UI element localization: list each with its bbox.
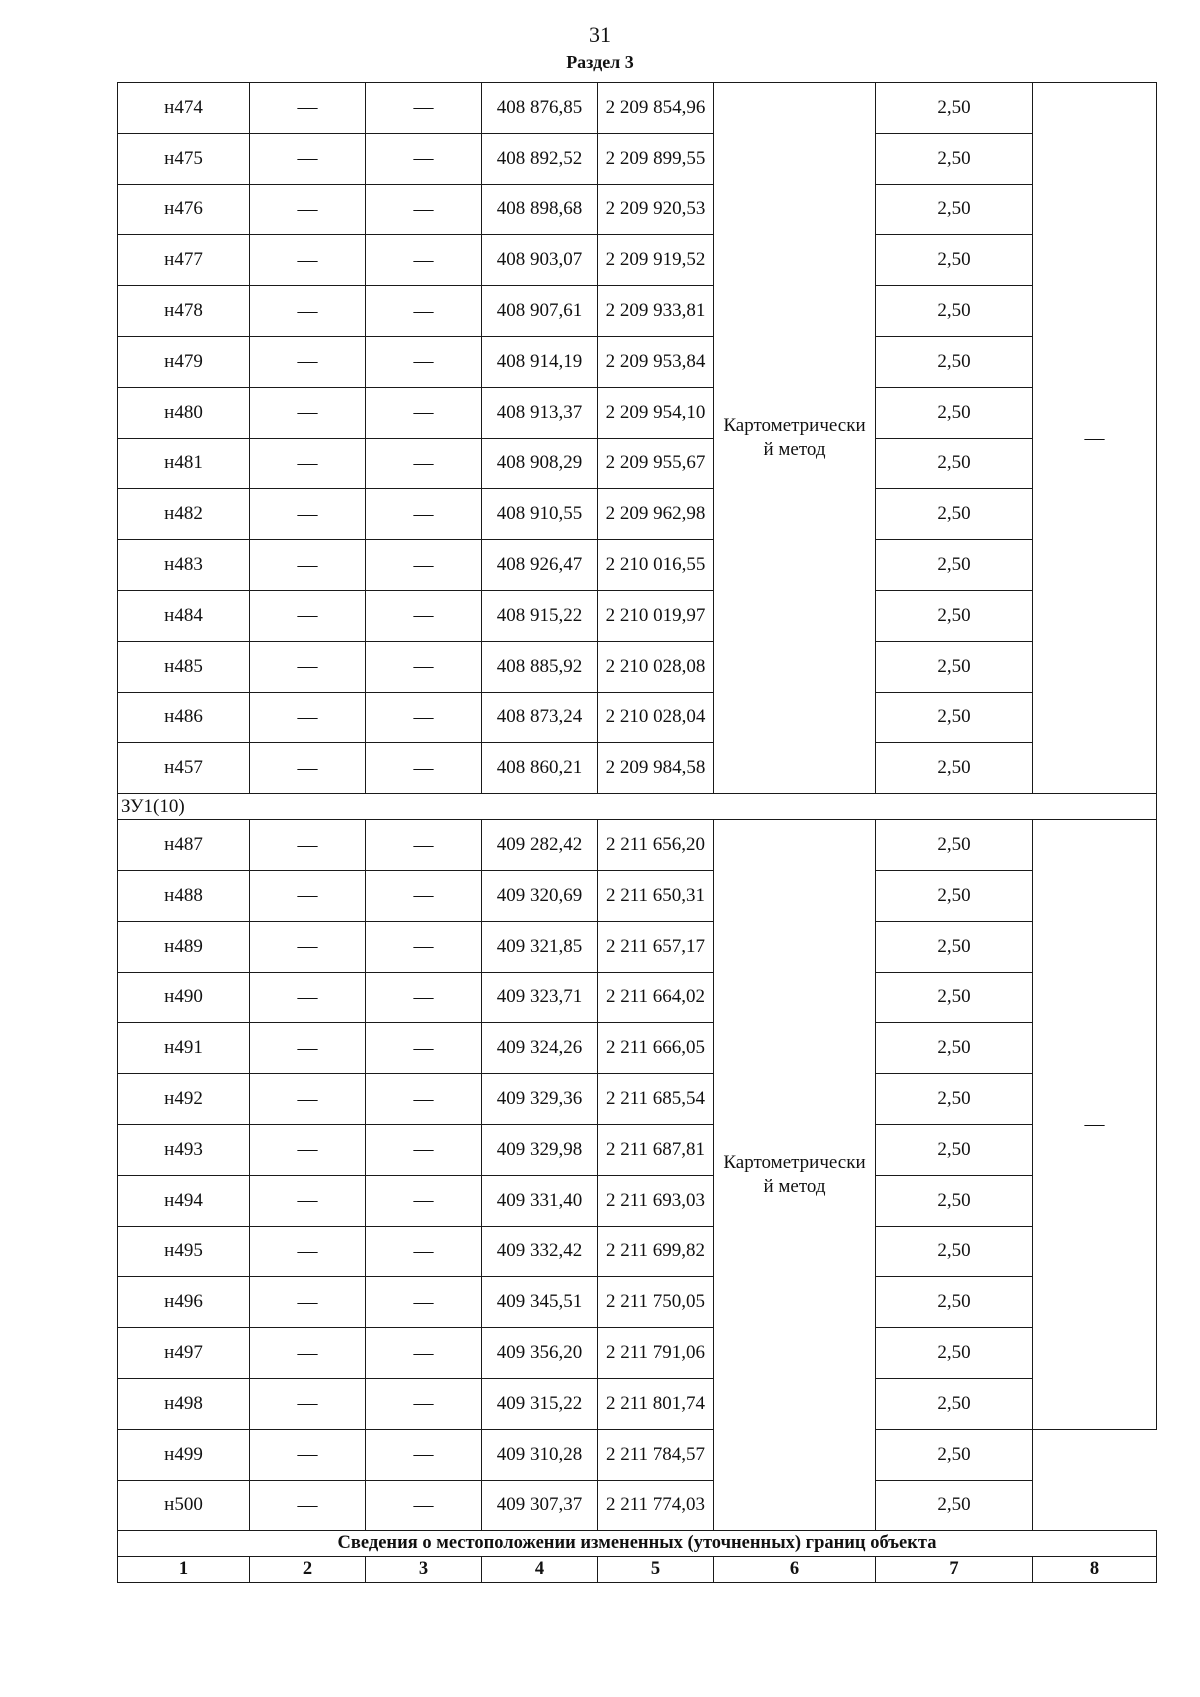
- old-x-cell: —: [250, 1074, 366, 1125]
- table-row: [118, 387, 1157, 438]
- new-x-cell: 409 345,51: [482, 1277, 598, 1328]
- new-y-cell: 2 211 750,05: [598, 1277, 714, 1328]
- accuracy-cell: 2,50: [876, 921, 1033, 972]
- old-y-cell: —: [366, 1480, 482, 1531]
- point-id-cell: н483: [118, 540, 250, 591]
- column-number: 3: [366, 1557, 482, 1583]
- new-x-cell: 408 892,52: [482, 133, 598, 184]
- old-y-cell: —: [366, 641, 482, 692]
- table-row: [118, 641, 1157, 692]
- point-id-cell: н492: [118, 1074, 250, 1125]
- new-x-cell: 408 873,24: [482, 692, 598, 743]
- accuracy-cell: 2,50: [876, 1480, 1033, 1531]
- old-x-cell: —: [250, 1023, 366, 1074]
- accuracy-cell: 2,50: [876, 820, 1033, 871]
- point-id-cell: н484: [118, 590, 250, 641]
- point-id-cell: н499: [118, 1429, 250, 1480]
- table-row: [118, 1277, 1157, 1328]
- old-y-cell: —: [366, 83, 482, 134]
- new-x-cell: 409 329,36: [482, 1074, 598, 1125]
- new-y-cell: 2 210 028,08: [598, 641, 714, 692]
- old-x-cell: —: [250, 972, 366, 1023]
- point-id-cell: н481: [118, 438, 250, 489]
- table-row: [118, 1074, 1157, 1125]
- table-row: [118, 1124, 1157, 1175]
- table-row: [118, 1378, 1157, 1429]
- column-number: 7: [876, 1557, 1033, 1583]
- point-id-cell: н485: [118, 641, 250, 692]
- new-x-cell: 409 356,20: [482, 1328, 598, 1379]
- column-number: 6: [714, 1557, 876, 1583]
- old-y-cell: —: [366, 1175, 482, 1226]
- point-id-cell: н488: [118, 870, 250, 921]
- new-y-cell: 2 209 953,84: [598, 336, 714, 387]
- new-y-cell: 2 209 920,53: [598, 184, 714, 235]
- accuracy-cell: 2,50: [876, 184, 1033, 235]
- point-id-cell: н482: [118, 489, 250, 540]
- old-x-cell: —: [250, 692, 366, 743]
- new-y-cell: 2 211 664,02: [598, 972, 714, 1023]
- table-row: [118, 972, 1157, 1023]
- column-numbers-row: [118, 1557, 1157, 1583]
- old-x-cell: —: [250, 83, 366, 134]
- table-row: [118, 83, 1157, 134]
- note-cell: —: [1033, 83, 1157, 794]
- group-label: ЗУ1(10): [118, 794, 1157, 820]
- new-y-cell: 2 211 687,81: [598, 1124, 714, 1175]
- point-id-cell: н495: [118, 1226, 250, 1277]
- new-x-cell: 408 898,68: [482, 184, 598, 235]
- old-x-cell: —: [250, 540, 366, 591]
- old-y-cell: —: [366, 692, 482, 743]
- accuracy-cell: 2,50: [876, 235, 1033, 286]
- old-y-cell: —: [366, 286, 482, 337]
- new-x-cell: 408 913,37: [482, 387, 598, 438]
- old-x-cell: —: [250, 1226, 366, 1277]
- point-id-cell: н491: [118, 1023, 250, 1074]
- old-y-cell: —: [366, 1328, 482, 1379]
- old-y-cell: —: [366, 336, 482, 387]
- new-y-cell: 2 211 784,57: [598, 1429, 714, 1480]
- old-x-cell: —: [250, 1175, 366, 1226]
- point-id-cell: н476: [118, 184, 250, 235]
- table-row: [118, 820, 1157, 871]
- new-x-cell: 408 876,85: [482, 83, 598, 134]
- old-x-cell: —: [250, 387, 366, 438]
- accuracy-cell: 2,50: [876, 1226, 1033, 1277]
- accuracy-cell: 2,50: [876, 743, 1033, 794]
- table-row: [118, 743, 1157, 794]
- accuracy-cell: 2,50: [876, 489, 1033, 540]
- method-cell: Картометрически й метод: [714, 820, 876, 1531]
- new-y-cell: 2 211 657,17: [598, 921, 714, 972]
- page-number: 31: [589, 22, 611, 47]
- old-y-cell: —: [366, 1429, 482, 1480]
- new-y-cell: 2 211 685,54: [598, 1074, 714, 1125]
- table-row: [118, 870, 1157, 921]
- old-x-cell: —: [250, 1378, 366, 1429]
- table-caption: Сведения о местоположении измененных (уточненных) границ объекта: [118, 1531, 1157, 1557]
- old-y-cell: —: [366, 1277, 482, 1328]
- old-x-cell: —: [250, 133, 366, 184]
- table-row: [118, 1175, 1157, 1226]
- new-y-cell: 2 209 954,10: [598, 387, 714, 438]
- new-y-cell: 2 209 933,81: [598, 286, 714, 337]
- accuracy-cell: 2,50: [876, 1074, 1033, 1125]
- new-y-cell: 2 211 656,20: [598, 820, 714, 871]
- accuracy-cell: 2,50: [876, 1429, 1033, 1480]
- new-x-cell: 409 315,22: [482, 1378, 598, 1429]
- accuracy-cell: 2,50: [876, 870, 1033, 921]
- accuracy-cell: 2,50: [876, 387, 1033, 438]
- new-x-cell: 408 860,21: [482, 743, 598, 794]
- table-row: [118, 133, 1157, 184]
- old-y-cell: —: [366, 235, 482, 286]
- old-x-cell: —: [250, 870, 366, 921]
- point-id-cell: н478: [118, 286, 250, 337]
- empty-cell: [1033, 1429, 1157, 1531]
- point-id-cell: н479: [118, 336, 250, 387]
- new-x-cell: 408 910,55: [482, 489, 598, 540]
- accuracy-cell: 2,50: [876, 83, 1033, 134]
- new-y-cell: 2 211 693,03: [598, 1175, 714, 1226]
- column-number: 5: [598, 1557, 714, 1583]
- new-x-cell: 409 320,69: [482, 870, 598, 921]
- old-y-cell: —: [366, 1074, 482, 1125]
- old-x-cell: —: [250, 590, 366, 641]
- table-row: [118, 1023, 1157, 1074]
- new-x-cell: 409 332,42: [482, 1226, 598, 1277]
- new-y-cell: 2 210 028,04: [598, 692, 714, 743]
- accuracy-cell: 2,50: [876, 1378, 1033, 1429]
- old-x-cell: —: [250, 820, 366, 871]
- accuracy-cell: 2,50: [876, 1328, 1033, 1379]
- table-row: [118, 235, 1157, 286]
- point-id-cell: н487: [118, 820, 250, 871]
- accuracy-cell: 2,50: [876, 1124, 1033, 1175]
- old-x-cell: —: [250, 641, 366, 692]
- old-y-cell: —: [366, 489, 482, 540]
- old-y-cell: —: [366, 184, 482, 235]
- new-y-cell: 2 209 984,58: [598, 743, 714, 794]
- new-y-cell: 2 209 899,55: [598, 133, 714, 184]
- old-x-cell: —: [250, 1277, 366, 1328]
- old-y-cell: —: [366, 1124, 482, 1175]
- old-y-cell: —: [366, 921, 482, 972]
- new-x-cell: 408 914,19: [482, 336, 598, 387]
- old-x-cell: —: [250, 921, 366, 972]
- accuracy-cell: 2,50: [876, 641, 1033, 692]
- point-id-cell: н480: [118, 387, 250, 438]
- new-y-cell: 2 210 019,97: [598, 590, 714, 641]
- new-x-cell: 408 915,22: [482, 590, 598, 641]
- new-y-cell: 2 209 854,96: [598, 83, 714, 134]
- old-x-cell: —: [250, 184, 366, 235]
- table-row: [118, 438, 1157, 489]
- old-x-cell: —: [250, 1429, 366, 1480]
- column-number: 8: [1033, 1557, 1157, 1583]
- point-id-cell: н486: [118, 692, 250, 743]
- accuracy-cell: 2,50: [876, 692, 1033, 743]
- old-y-cell: —: [366, 133, 482, 184]
- new-x-cell: 408 926,47: [482, 540, 598, 591]
- accuracy-cell: 2,50: [876, 1023, 1033, 1074]
- new-x-cell: 409 321,85: [482, 921, 598, 972]
- old-y-cell: —: [366, 972, 482, 1023]
- accuracy-cell: 2,50: [876, 438, 1033, 489]
- point-id-cell: н474: [118, 83, 250, 134]
- accuracy-cell: 2,50: [876, 972, 1033, 1023]
- table-row: [118, 286, 1157, 337]
- column-number: 2: [250, 1557, 366, 1583]
- new-x-cell: 409 331,40: [482, 1175, 598, 1226]
- old-x-cell: —: [250, 235, 366, 286]
- old-y-cell: —: [366, 438, 482, 489]
- new-y-cell: 2 211 699,82: [598, 1226, 714, 1277]
- table-row: [118, 489, 1157, 540]
- table-row: [118, 1226, 1157, 1277]
- new-y-cell: 2 211 774,03: [598, 1480, 714, 1531]
- group-row: [118, 794, 1157, 820]
- table-row: [118, 921, 1157, 972]
- point-id-cell: н500: [118, 1480, 250, 1531]
- old-x-cell: —: [250, 743, 366, 794]
- new-y-cell: 2 211 801,74: [598, 1378, 714, 1429]
- table-row: [118, 336, 1157, 387]
- new-x-cell: 408 907,61: [482, 286, 598, 337]
- new-y-cell: 2 210 016,55: [598, 540, 714, 591]
- new-y-cell: 2 211 666,05: [598, 1023, 714, 1074]
- accuracy-cell: 2,50: [876, 540, 1033, 591]
- caption-row: [118, 1531, 1157, 1557]
- table-row: [118, 1480, 1157, 1531]
- table-row: [118, 1328, 1157, 1379]
- accuracy-cell: 2,50: [876, 1277, 1033, 1328]
- old-y-cell: —: [366, 820, 482, 871]
- new-y-cell: 2 209 919,52: [598, 235, 714, 286]
- point-id-cell: н457: [118, 743, 250, 794]
- accuracy-cell: 2,50: [876, 1175, 1033, 1226]
- old-y-cell: —: [366, 743, 482, 794]
- old-x-cell: —: [250, 1480, 366, 1531]
- new-x-cell: 409 307,37: [482, 1480, 598, 1531]
- new-x-cell: 409 329,98: [482, 1124, 598, 1175]
- point-id-cell: н489: [118, 921, 250, 972]
- table-row: [118, 540, 1157, 591]
- table-row: [118, 184, 1157, 235]
- old-x-cell: —: [250, 336, 366, 387]
- point-id-cell: н490: [118, 972, 250, 1023]
- point-id-cell: н496: [118, 1277, 250, 1328]
- new-y-cell: 2 211 791,06: [598, 1328, 714, 1379]
- new-x-cell: 409 310,28: [482, 1429, 598, 1480]
- new-y-cell: 2 209 962,98: [598, 489, 714, 540]
- old-y-cell: —: [366, 1023, 482, 1074]
- table-row: [118, 590, 1157, 641]
- point-id-cell: н477: [118, 235, 250, 286]
- new-x-cell: 409 282,42: [482, 820, 598, 871]
- column-number: 1: [118, 1557, 250, 1583]
- point-id-cell: н475: [118, 133, 250, 184]
- method-cell: Картометрически й метод: [714, 83, 876, 794]
- old-y-cell: —: [366, 1378, 482, 1429]
- new-x-cell: 408 908,29: [482, 438, 598, 489]
- old-x-cell: —: [250, 489, 366, 540]
- point-id-cell: н497: [118, 1328, 250, 1379]
- accuracy-cell: 2,50: [876, 336, 1033, 387]
- table-row: [118, 1429, 1157, 1480]
- new-y-cell: 2 209 955,67: [598, 438, 714, 489]
- point-id-cell: н493: [118, 1124, 250, 1175]
- old-y-cell: —: [366, 870, 482, 921]
- new-x-cell: 409 324,26: [482, 1023, 598, 1074]
- point-id-cell: н494: [118, 1175, 250, 1226]
- old-x-cell: —: [250, 1328, 366, 1379]
- accuracy-cell: 2,50: [876, 590, 1033, 641]
- old-y-cell: —: [366, 387, 482, 438]
- old-y-cell: —: [366, 1226, 482, 1277]
- coordinates-table: [117, 82, 1157, 1583]
- old-x-cell: —: [250, 286, 366, 337]
- new-x-cell: 408 885,92: [482, 641, 598, 692]
- column-number: 4: [482, 1557, 598, 1583]
- old-x-cell: —: [250, 1124, 366, 1175]
- old-y-cell: —: [366, 590, 482, 641]
- accuracy-cell: 2,50: [876, 286, 1033, 337]
- note-cell: —: [1033, 820, 1157, 1430]
- new-x-cell: 409 323,71: [482, 972, 598, 1023]
- table-row: [118, 692, 1157, 743]
- new-y-cell: 2 211 650,31: [598, 870, 714, 921]
- old-x-cell: —: [250, 438, 366, 489]
- old-y-cell: —: [366, 540, 482, 591]
- point-id-cell: н498: [118, 1378, 250, 1429]
- section-title: Раздел 3: [566, 52, 634, 72]
- accuracy-cell: 2,50: [876, 133, 1033, 184]
- new-x-cell: 408 903,07: [482, 235, 598, 286]
